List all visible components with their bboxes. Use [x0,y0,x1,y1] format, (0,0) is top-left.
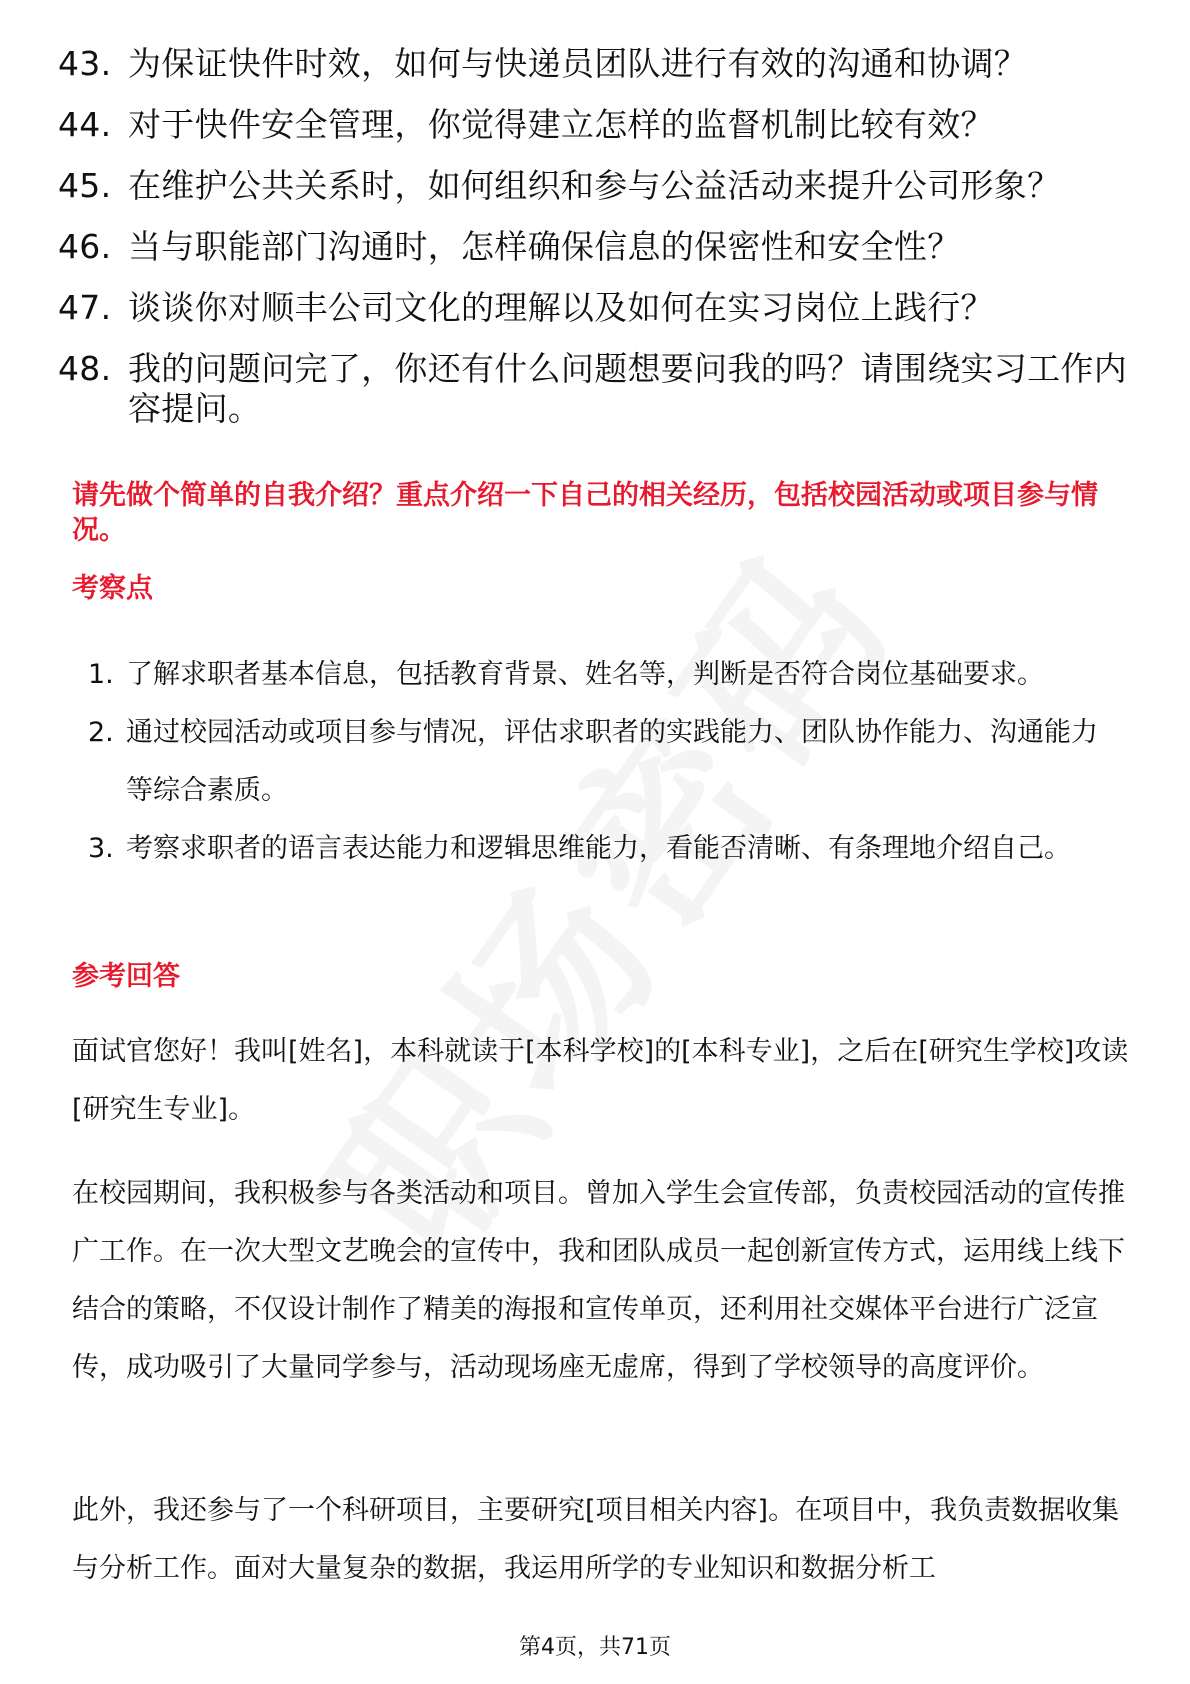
question-item [58,105,1138,145]
answer-paragraph: 在校园期间，我积极参与各类活动和项目。曾加入学生会宣传部，负责校园活动的宣传推广工作。在一次大型文艺晚会的宣传中，我和团队成员一起创新宣传方式，运用线上线下结合的策略，不仅设计制作了精美的海报和宣传单页，还利用社交媒体平台进行广泛宣传，成功吸引了大量同学参与，活动现场座无虚席，得到了学校领导的高度评价。 [72,1178,1125,1383]
question-item [58,166,1138,206]
reference-answer-label: 参考回答 [72,961,180,992]
assessment-point [72,820,1122,878]
point-text: 通过校园活动或项目参与情况，评估求职者的实践能力、团队协作能力、沟通能力等综合素质。 [126,717,1098,806]
question-text: 为保证快件时效，如何与快递员团队进行有效的沟通和协调？ [128,44,1028,83]
question-item [58,227,1138,267]
assessment-points-list [72,646,1122,878]
point-number: 2. [88,717,114,748]
question-text: 当与职能部门沟通时，怎样确保信息的保密性和安全性？ [128,227,961,266]
question-number: 45. [58,166,112,205]
question-text: 谈谈你对顺丰公司文化的理解以及如何在实习岗位上践行？ [128,288,994,327]
question-list [58,44,1138,450]
assessment-point [72,646,1122,704]
point-text: 了解求职者基本信息，包括教育背景、姓名等，判断是否符合岗位基础要求。 [126,659,1044,690]
question-item [58,349,1138,429]
question-number: 48. [58,349,112,388]
question-number: 47. [58,288,112,327]
question-number: 43. [58,44,112,83]
answer-paragraph: 此外，我还参与了一个科研项目，主要研究[项目相关内容]。在项目中，我负责数据收集与分析工作。面对大量复杂的数据，我运用所学的专业知识和数据分析工 [72,1495,1120,1584]
point-text: 考察求职者的语言表达能力和逻辑思维能力，看能否清晰、有条理地介绍自己。 [126,833,1071,864]
question-number: 46. [58,227,112,266]
question-text: 我的问题问完了，你还有什么问题想要问我的吗？请围绕实习工作内容提问。 [128,349,1127,428]
point-number: 1. [88,659,114,690]
question-text: 在维护公共关系时，如何组织和参与公益活动来提升公司形象？ [128,166,1061,205]
question-number: 44. [58,105,112,144]
assessment-label: 考察点 [72,573,153,604]
page-footer: 第4页，共71页 [519,1635,671,1660]
interview-question-heading: 请先做个简单的自我介绍？重点介绍一下自己的相关经历，包括校园活动或项目参与情况。 [72,480,1098,546]
question-item [58,288,1138,328]
answer-paragraph: 面试官您好！我叫[姓名]，本科就读于[本科学校]的[本科专业]，之后在[研究生学校]攻读[研究生专业]。 [72,1036,1129,1125]
assessment-point [72,704,1122,820]
point-number: 3. [88,833,114,864]
question-item [58,44,1138,84]
question-text: 对于快件安全管理，你觉得建立怎样的监督机制比较有效？ [128,105,994,144]
